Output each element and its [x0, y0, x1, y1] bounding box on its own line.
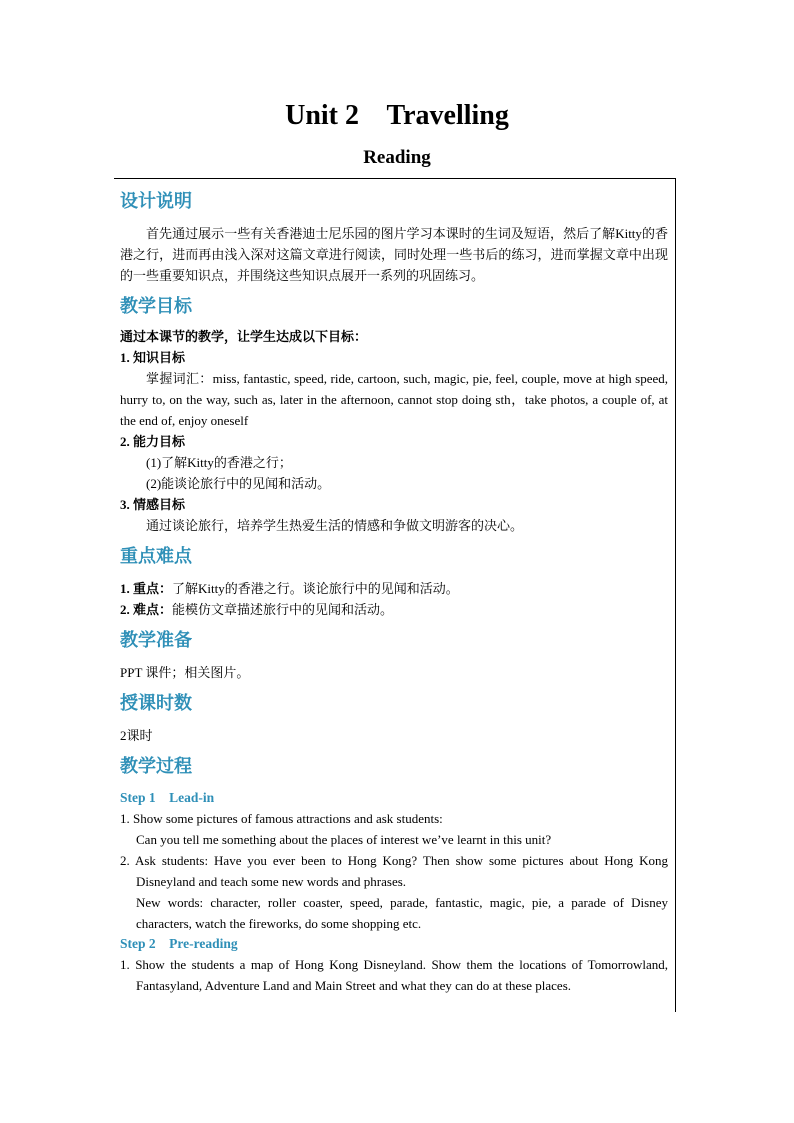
key-point-text: 了解Kitty的香港之行。谈论旅行中的见闻和活动。 [172, 581, 459, 596]
design-description: 首先通过展示一些有关香港迪士尼乐园的图片学习本课时的生词及短语，然后了解Kitty的香港之行，进而再由浅入深对这篇文章进行阅读，同时处理一些书后的练习，进而掌握文章中出现的一些重要知识点，并围绕这些知识点展开一系列的巩固练习。 [120, 226, 668, 283]
ability-goal-item: (1)了解Kitty的香港之行； [146, 455, 292, 470]
page-title: Unit 2 Travelling [285, 100, 509, 131]
step-item: 1. Show the students a map of Hong Kong Disneyland. Show them the locations of Tomorrowland, Fantasyland, Adventure Land and Main Street and what they can do at these places. [120, 957, 668, 993]
hours-text: 2课时 [120, 728, 153, 743]
emotion-goal-text: 通过谈论旅行，培养学生热爱生活的情感和争做文明游客的决心。 [146, 518, 524, 533]
step-item: 1. Show some pictures of famous attractions and ask students: [120, 811, 443, 826]
section-heading-preparation: 教学准备 [120, 630, 192, 651]
lesson-plan-body [120, 178, 668, 996]
step-item-words: New words: character, roller coaster, speed, parade, fantastic, magic, pie, a parade of Disney characters, watch the fireworks, do some shopping etc. [136, 895, 668, 931]
knowledge-goal-text: 掌握词汇：miss, fantastic, speed, ride, cartoon, such, magic, pie, feel, couple, move at high speed, hurry to, on the way, such as, later in the afternoon, cannot stop doing sth，take photos, a couple of, at the end of, enjoy oneself [120, 371, 668, 428]
section-heading-objectives: 教学目标 [120, 296, 192, 317]
step-heading: Step 2 Pre-reading [120, 936, 238, 951]
key-point-item [120, 578, 668, 599]
step-item-question: Can you tell me something about the places of interest we’ve learnt in this unit? [136, 832, 552, 847]
preparation-text: PPT 课件；相关图片。 [120, 665, 250, 680]
section-heading-key-points: 重点难点 [120, 546, 192, 567]
knowledge-goal-label: 1. 知识目标 [120, 350, 186, 365]
difficult-point-label: 2. 难点： [120, 602, 173, 617]
ability-goal-label: 2. 能力目标 [120, 434, 186, 449]
objectives-intro: 通过本课节的教学，让学生达成以下目标： [120, 329, 368, 344]
difficult-point-text: 能模仿文章描述旅行中的见闻和活动。 [172, 602, 394, 617]
emotion-goal-label: 3. 情感目标 [120, 497, 186, 512]
step-item: 2. Ask students: Have you ever been to Hong Kong? Then show some pictures about Hong Kong Disneyland and teach some new words and phrases. [120, 853, 668, 889]
step-heading: Step 1 Lead-in [120, 790, 215, 805]
section-heading-process: 教学过程 [120, 756, 192, 777]
table-right-border [675, 178, 676, 1012]
key-point-label: 1. 重点： [120, 581, 173, 596]
difficult-point-item [120, 599, 668, 620]
section-heading-design: 设计说明 [120, 191, 192, 212]
ability-goal-item: (2)能谈论旅行中的见闻和活动。 [146, 476, 331, 491]
section-heading-hours: 授课时数 [120, 693, 192, 714]
page-subtitle: Reading [363, 147, 431, 168]
